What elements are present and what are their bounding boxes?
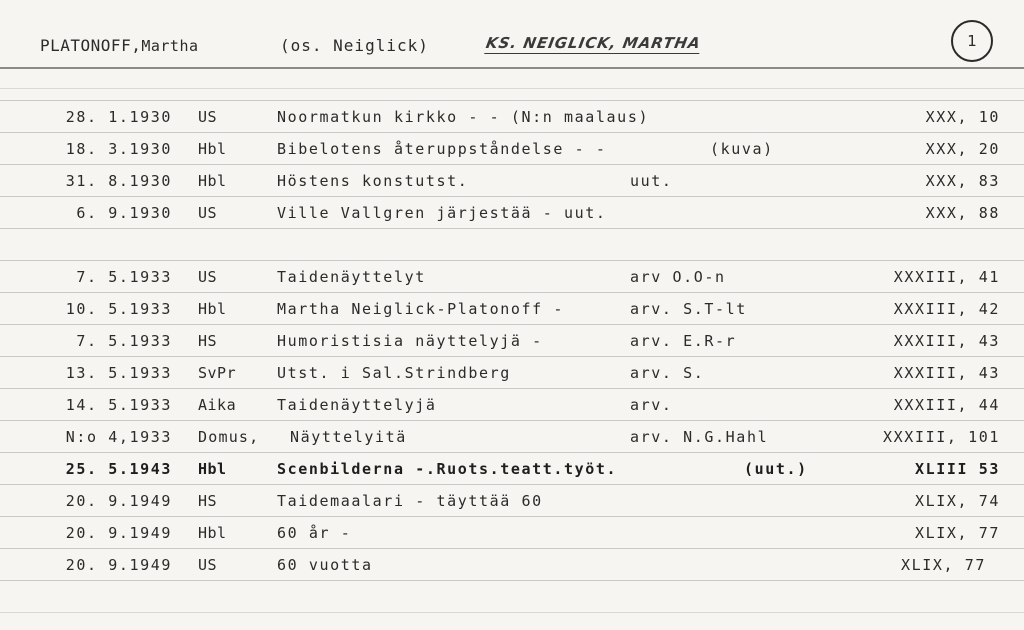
entry-source: US <box>198 268 218 286</box>
entry-volume: XXXIII, 43 <box>893 364 1000 382</box>
entry-date: 28. 1.1930 <box>65 108 172 126</box>
entry-source: Hbl <box>198 300 227 318</box>
entry-title: Näyttelyitä <box>290 428 407 446</box>
entry-title: Taidenäyttelyt <box>277 268 426 286</box>
entry-source: Aika <box>198 396 237 414</box>
entry-date: 13. 5.1933 <box>65 364 172 382</box>
entry-title: Noormatkun kirkko - - (N:n maalaus) <box>277 108 650 126</box>
entry-volume: XLIX, 77 <box>914 524 1000 542</box>
entry-row <box>0 140 1024 168</box>
entry-source: US <box>198 556 218 574</box>
entry-row <box>0 172 1024 200</box>
entry-row <box>0 300 1024 328</box>
entry-volume: XLIX, 74 <box>914 492 1000 510</box>
entry-row <box>0 108 1024 136</box>
entry-extra: (uut.) <box>744 460 808 478</box>
entry-title: Martha Neiglick-Platonoff - <box>277 300 565 318</box>
person-name <box>40 36 199 55</box>
entry-title: Humoristisia näyttelyjä - <box>277 332 543 350</box>
entry-row <box>0 364 1024 392</box>
entry-volume: XXX, 20 <box>925 140 1000 158</box>
ruled-line <box>0 88 1024 89</box>
ruled-line <box>0 100 1024 101</box>
entry-title: Taidenäyttelyjä <box>277 396 437 414</box>
entry-date: 10. 5.1933 <box>65 300 172 318</box>
entry-volume: XXX, 83 <box>925 172 1000 190</box>
entry-source: HS <box>198 332 218 350</box>
entry-note: arv. <box>630 396 673 414</box>
entry-row <box>0 428 1024 456</box>
entry-title: Bibelotens återuppståndelse - - <box>277 140 607 158</box>
entry-source: US <box>198 108 218 126</box>
entry-volume: XLIII 53 <box>914 460 1000 478</box>
entry-volume: XLIX, 77 <box>900 556 986 574</box>
entry-volume: XXXIII, 41 <box>893 268 1000 286</box>
entry-source: Domus, <box>198 428 260 446</box>
entry-title: Taidemaalari - täyttää 60 <box>277 492 543 510</box>
entry-note: arv. S. <box>630 364 705 382</box>
entry-volume: XXX, 88 <box>925 204 1000 222</box>
entry-date: 7. 5.1933 <box>76 332 172 350</box>
entry-title: Scenbilderna -.Ruots.teatt.työt. <box>277 460 618 478</box>
entry-source: Hbl <box>198 524 227 542</box>
entry-note: arv. S.T-lt <box>630 300 747 318</box>
entry-volume: XXXIII, 44 <box>893 396 1000 414</box>
entry-source: Hbl <box>198 140 227 158</box>
entry-volume: XXX, 10 <box>925 108 1000 126</box>
entry-row <box>0 524 1024 552</box>
entry-date: 14. 5.1933 <box>65 396 172 414</box>
entry-volume: XXXIII, 42 <box>893 300 1000 318</box>
entry-title: Ville Vallgren järjestää - uut. <box>277 204 607 222</box>
given-name: Martha <box>141 37 199 55</box>
entry-date: 18. 3.1930 <box>65 140 172 158</box>
entry-note: arv. E.R-r <box>630 332 737 350</box>
entry-title: Höstens konstutst. <box>277 172 469 190</box>
entry-extra: (kuva) <box>710 140 774 158</box>
entry-source: Hbl <box>198 172 227 190</box>
entry-row <box>0 332 1024 360</box>
entry-row <box>0 556 1024 584</box>
ruled-line <box>0 260 1024 261</box>
entry-row <box>0 268 1024 296</box>
entry-note: arv O.O-n <box>630 268 726 286</box>
entry-volume: XXXIII, 101 <box>883 428 1000 446</box>
header-rule <box>0 67 1024 69</box>
handwritten-cross-reference: KS. NEIGLICK, MARTHA <box>484 34 703 52</box>
entry-source: US <box>198 204 218 222</box>
entry-source: SvPr <box>198 364 237 382</box>
entry-source: HS <box>198 492 218 510</box>
entry-title: Utst. i Sal.Strindberg <box>277 364 511 382</box>
entry-date: 6. 9.1930 <box>76 204 172 222</box>
entry-date: 20. 9.1949 <box>65 492 172 510</box>
entry-date: 31. 8.1930 <box>65 172 172 190</box>
entry-row <box>0 460 1024 488</box>
entry-note: arv. N.G.Hahl <box>630 428 769 446</box>
surname: PLATONOFF, <box>40 36 142 55</box>
card-number: 1 <box>967 32 977 50</box>
entry-date: 20. 9.1949 <box>65 556 172 574</box>
entry-note: uut. <box>630 172 673 190</box>
entry-title: 60 vuotta <box>277 556 373 574</box>
entry-title: 60 år - <box>277 524 352 542</box>
entry-row <box>0 492 1024 520</box>
entry-volume: XXXIII, 43 <box>893 332 1000 350</box>
entry-row <box>0 396 1024 424</box>
entry-source: Hbl <box>198 460 227 478</box>
entry-date: N:o 4,1933 <box>65 428 172 446</box>
ruled-line <box>0 612 1024 613</box>
entry-date: 7. 5.1933 <box>76 268 172 286</box>
entry-date: 20. 9.1949 <box>65 524 172 542</box>
entry-row <box>0 204 1024 232</box>
maiden-name: (os. Neiglick) <box>280 36 429 55</box>
entry-date: 25. 5.1943 <box>65 460 172 478</box>
card-number-circle <box>951 20 993 62</box>
